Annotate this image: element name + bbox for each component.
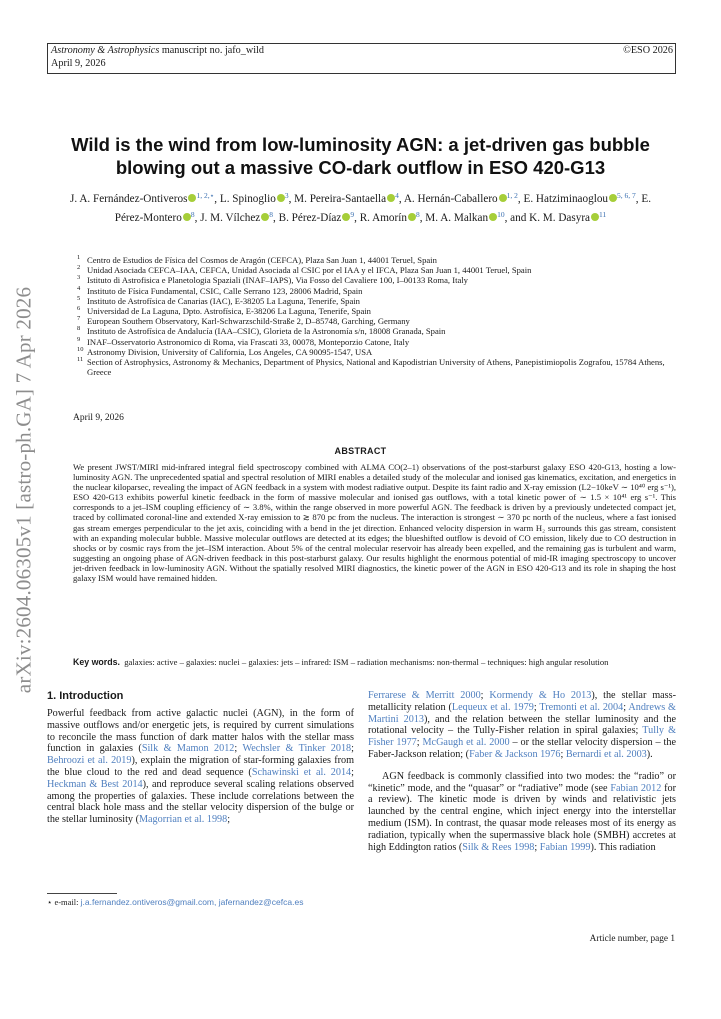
affiliation	[77, 326, 667, 336]
author	[360, 212, 420, 224]
citation-link[interactable]: Fabian 1999	[539, 841, 591, 853]
citation-link[interactable]: Lequeux et al. 1979	[451, 701, 534, 713]
body-text: ;	[560, 748, 566, 760]
citation-link[interactable]: Tully & Fisher 1977	[368, 725, 677, 749]
section-heading: 1. Introduction	[47, 690, 124, 702]
body-text: ). This radiation	[590, 841, 656, 853]
journal-name: Astronomy & Astrophysics	[51, 45, 160, 56]
author	[294, 193, 399, 205]
arxiv-stamp	[4, 250, 44, 730]
author-name: J. M. Vílchez	[200, 212, 261, 224]
affiliation-marker[interactable]: 1, 2,⋆	[196, 191, 215, 200]
body-text: AGN feedback is commonly classified into two modes: the “radio” or “kinetic” mode, and the “quasar” or “radiative” mode (see	[368, 770, 676, 794]
email-link[interactable]: j.a.fernandez.ontiveros@gmail.com, jafernandez@cefca.es	[80, 897, 304, 907]
orcid-icon[interactable]	[591, 213, 599, 221]
footnote-marker: ⋆	[47, 897, 53, 907]
body-text: ;	[623, 701, 629, 713]
affiliation-number: 4	[77, 284, 81, 292]
affiliation-number: 5	[77, 294, 81, 302]
affiliation-text: Section of Astrophysics, Astronomy & Mechanics, Department of Physics, National and Kapodistrian University of Athens, Panepistimiopolis Zografou, 15784 Athens, Greece	[87, 357, 665, 378]
affiliation-number: 9	[77, 335, 81, 343]
author-name: E. Hatziminaoglou	[523, 193, 609, 205]
author-name: K. M. Dasyra	[529, 212, 591, 224]
intro-paragraph-1	[47, 708, 354, 826]
body-text: ).	[646, 748, 653, 760]
citation-link[interactable]: Behroozi et al. 2019	[47, 755, 132, 767]
affiliation-marker[interactable]: 1, 2	[506, 191, 518, 200]
author-name: E. Pérez-Montero	[114, 193, 651, 224]
citation-link[interactable]: Heckman & Best 2014	[47, 778, 143, 790]
affiliation-text: Istituto di Astrofisica e Planetologia Spaziali (INAF–IAPS), Via Fosso del Cavaliere 100, I–00133 Roma, Italy	[87, 275, 468, 286]
footnote-label: e-mail:	[54, 897, 79, 907]
citation-link[interactable]: McGaugh et al. 2000	[422, 737, 510, 749]
affiliation-text: INAF–Osservatorio Astronomico di Roma, via Frascati 33, 00078, Monteporzio Catone, Italy	[87, 336, 410, 347]
body-text: ;	[416, 737, 423, 749]
keywords	[73, 657, 676, 667]
affiliation-list	[77, 255, 667, 377]
affiliation-marker[interactable]: 4	[395, 191, 399, 200]
affiliation	[77, 347, 667, 357]
affiliation-text: Centro de Estudios de Física del Cosmos de Aragón (CEFCA), Plaza San Juan 1, 44001 Teruel, Spain	[87, 255, 437, 265]
citation-link[interactable]: Faber & Jackson 1976	[469, 748, 561, 760]
citation-link[interactable]: Magorrian et al. 1998	[138, 814, 228, 826]
body-text: Powerful feedback from active galactic nuclei (AGN), in the form of massive outflows and/or energetic jets, is required by current simulations to reconcile the mass function of dark matter halos with the stellar mass function in galaxies (	[47, 708, 354, 755]
citation-link[interactable]: Silk & Rees 1998	[462, 841, 535, 853]
body-text: ;	[534, 841, 540, 853]
affiliation	[77, 265, 667, 275]
body-text: ), and the relation between the stellar luminosity and the rotational velocity – the Tully-Fisher relation in spiral galaxies;	[368, 713, 676, 737]
affiliation-marker[interactable]: 8	[415, 210, 420, 219]
affiliation-number: 10	[77, 345, 84, 353]
intro-paragraph-continued	[368, 690, 676, 761]
author	[200, 212, 273, 224]
body-text: ), explain the migration of star-forming galaxies from the blue cloud to the red and dead sequence (	[47, 755, 354, 778]
body-text: ;	[533, 701, 540, 713]
affiliation	[77, 286, 667, 296]
body-text: ;	[351, 743, 354, 755]
citation-link[interactable]: Silk & Mamon 2012	[141, 743, 235, 755]
affiliation-marker[interactable]: 10	[497, 210, 505, 219]
footnote	[47, 897, 354, 907]
right-column	[368, 690, 676, 853]
body-text: ;	[234, 743, 243, 755]
keywords-label: Key words.	[73, 657, 120, 667]
affiliation-text: Instituto de Física Fundamental, CSIC, Calle Serrano 123, 28006 Madrid, Spain	[87, 285, 363, 296]
paper-title: Wild is the wind from low-luminosity AGN: a jet-driven gas bubble blowing out a massive CO-dark outflow in ESO 420-G13	[71, 134, 650, 178]
body-text: ), and reproduce several scaling relations observed among the properties of galaxies. These include correlations between the central black hole mass and the stellar velocity dispersion of the bulge or the stellar luminosity (	[47, 778, 354, 826]
affiliation-text: Instituto de Astrofísica de Canarias (IAC), E-38205 La Laguna, Tenerife, Spain	[87, 295, 360, 306]
affiliation-text: Universidad de La Laguna, Dpto. Astrofísica, E-38206 La Laguna, Tenerife, Spain	[87, 306, 371, 317]
author-list: J. A. Fernández-Ontiveros $^{1, 2,⋆}$, L. Spinoglio $^3$, M. Pereira-Santaella $^4$, A. Hernán-Caballero $^{1, 2}$, E. Hatziminaoglou $^{5, 6, 7}$, E. Pérez-Montero $^8$, J. M. Vílchez $^8$, B. Pérez-Díaz $^9$, R. Amorín $^8$, M. A. Malkan $^{10}$, and K. M. Dasyra $^{11}$	[69, 191, 651, 224]
affiliation	[77, 357, 667, 377]
copyright: ©ESO 2026	[623, 45, 673, 56]
author-name: L. Spinoglio	[219, 193, 276, 205]
author	[279, 212, 355, 224]
keywords-text: galaxies: active – galaxies: nuclei – galaxies: jets – infrared: ISM – radiation mechanisms: non-thermal – techniques: high angular resolution	[124, 657, 609, 667]
author	[404, 193, 518, 205]
affiliation-number: 8	[77, 325, 81, 333]
citation-link[interactable]: Kormendy & Ho 2013	[489, 690, 592, 701]
manuscript-id: manuscript no. jafo_wild	[161, 45, 264, 56]
author	[70, 193, 214, 205]
affiliation	[77, 275, 667, 285]
author	[524, 193, 636, 205]
affiliation-text: European Southern Observatory, Karl-Schwarzschild-Straße 2, D–85748, Garching, Germany	[87, 316, 410, 327]
abstract-text: We present JWST/MIRI mid-infrared integral field spectroscopy combined with ALMA CO(2–1) observations of the post-starburst galaxy ESO 420-G13, hosting a low-luminosity AGN. The unprecedented spatial and spectral resolution of MIRI enables a detailed study of the molecular and ionised gas kinematics, excitation, and energetics in the nuclear kiloparsec, revealing the impact of AGN feedback in a system with modest radiative output. Despite its faint radio and X-ray emission (L2−10keV ∼ 10⁴⁰ erg s⁻¹), ESO 420-G13 exhibits powerful kinetic feedback in the form of massive molecular and ionised gas outflows, with a total kinetic power of ∼ 1.5 × 10⁴¹ erg s⁻¹. This corresponds to a jet–ISM coupling efficiency of ∼ 3.8%, within the range observed in more powerful AGN. The feedback is driven by a previously undetected compact jet, traced by collimated coronal-line and extended X-ray emission to ≳ 870 pc from the nucleus. The interaction is strongest ∼ 370 pc north of the nucleus, where a fast ionised gas stream emerges perpendicular to the jet axis, coinciding with a bend in the jet direction. Enhanced velocity dispersion in warm H₂ surrounds this gas stream, consistent with an expanding molecular bubble. Massive molecular outflows are detected at its edges; the blueshifted outflow is devoid of CO emission, likely due to CO destruction in shocks or by cosmic rays from the jet–ISM interaction. About 5% of the central molecular reservoir has already been expelled, and the remaining gas is turbulent and warm, suggesting an ongoing phase of AGN-driven feedback in this post-starburst galaxy. Our results highlight the enormous potential of mid-IR imaging spectroscopy to uncover jet-driven feedback in low-luminosity AGN. Without the spatially resolved MIRI diagnostics, the kinetic power of the AGN in ESO 420-G13 and its role in shaping the host galaxy ISM would have remained hidden.	[73, 462, 676, 584]
affiliation-marker[interactable]: 3	[284, 191, 289, 200]
body-text: ;	[351, 766, 354, 778]
header-date: April 9, 2026	[51, 58, 106, 69]
citation-link[interactable]: Wechsler & Tinker 2018	[242, 743, 352, 755]
affiliation-number: 7	[77, 315, 81, 323]
affiliation-number: 2	[77, 264, 81, 272]
body-text: ), the stellar mass-metallicity relation (	[368, 690, 676, 713]
author-name: B. Pérez-Díaz	[278, 212, 342, 224]
affiliation-marker[interactable]: 8	[269, 210, 274, 219]
author-name: M. Pereira-Santaella	[294, 193, 387, 205]
page-footer: Article number, page 1	[589, 934, 675, 944]
author-name: J. A. Fernández-Ontiveros	[69, 193, 188, 205]
body-text: ;	[480, 690, 490, 701]
citation-link[interactable]: Andrews & Martini 2013	[368, 701, 676, 725]
affiliation-text: Unidad Asociada CEFCA–IAA, CEFCA, Unidad Asociada al CSIC por el IAA y el IFCA, Plaza San Juan 1, 44001 Teruel, Spain	[87, 265, 532, 276]
author	[529, 212, 606, 224]
affiliation	[77, 337, 667, 347]
author	[425, 212, 504, 224]
author-name: A. Hernán-Caballero	[403, 193, 498, 205]
affiliation-number: 3	[77, 274, 81, 282]
body-text: for a review). The kinetic mode is driven by winds and relativistic jets launched by the central engine, which inject energy into the interstellar medium (ISM). In contrast, the quasar mode releases most of its energy as radiation, typically when the supermassive black hole (SMBH) accretes at high Eddington ratios (	[368, 782, 676, 853]
affiliation	[77, 296, 667, 306]
left-column	[47, 690, 354, 826]
orcid-icon[interactable]	[609, 194, 617, 202]
body-text: – or the stellar velocity dispersion – the Faber-Jackson relation; (	[368, 737, 676, 760]
received-date: April 9, 2026	[73, 413, 124, 423]
affiliation-text: Instituto de Astrofísica de Andalucía (IAA–CSIC), Glorieta de la Astronomía s/n, 18008 Granada, Spain	[87, 326, 446, 337]
orcid-icon[interactable]	[183, 213, 191, 221]
body-text: ;	[227, 814, 231, 826]
journal-header	[51, 45, 264, 56]
footnote-rule	[47, 893, 117, 894]
author-name: M. A. Malkan	[425, 212, 489, 224]
citation-link[interactable]: Schawinski et al. 2014	[251, 766, 352, 778]
affiliation-marker[interactable]: 11	[599, 210, 607, 219]
arxiv-id: arXiv:2604.06305v1 [astro-ph.GA] 7 Apr 2026	[11, 286, 36, 694]
orcid-icon[interactable]	[277, 194, 285, 202]
affiliation-number: 6	[77, 305, 81, 313]
affiliation-number: 1	[77, 254, 81, 261]
orcid-icon[interactable]	[387, 194, 395, 202]
affiliation-number: 11	[77, 356, 84, 364]
affiliation-marker[interactable]: 5, 6, 7	[617, 191, 636, 200]
orcid-icon[interactable]	[499, 194, 507, 202]
affiliation	[77, 306, 667, 316]
orcid-icon[interactable]	[489, 213, 497, 221]
citation-link[interactable]: Ferrarese & Merritt 2000	[368, 690, 481, 701]
author-name: R. Amorín	[359, 212, 407, 224]
affiliation-text: Astronomy Division, University of California, Los Angeles, CA 90095-1547, USA	[87, 346, 373, 357]
citation-link[interactable]: Fabian 2012	[610, 782, 662, 794]
citation-link[interactable]: Tremonti et al. 2004	[539, 701, 624, 713]
orcid-icon[interactable]	[408, 213, 416, 221]
intro-paragraph-2	[368, 771, 676, 854]
abstract-heading: ABSTRACT	[334, 446, 387, 456]
affiliation-marker[interactable]: 9	[350, 210, 355, 219]
affiliation	[77, 316, 667, 326]
affiliation-marker[interactable]: 8	[190, 210, 195, 219]
affiliation	[77, 255, 667, 265]
citation-link[interactable]: Bernardi et al. 2003	[565, 748, 647, 760]
author	[220, 193, 289, 205]
